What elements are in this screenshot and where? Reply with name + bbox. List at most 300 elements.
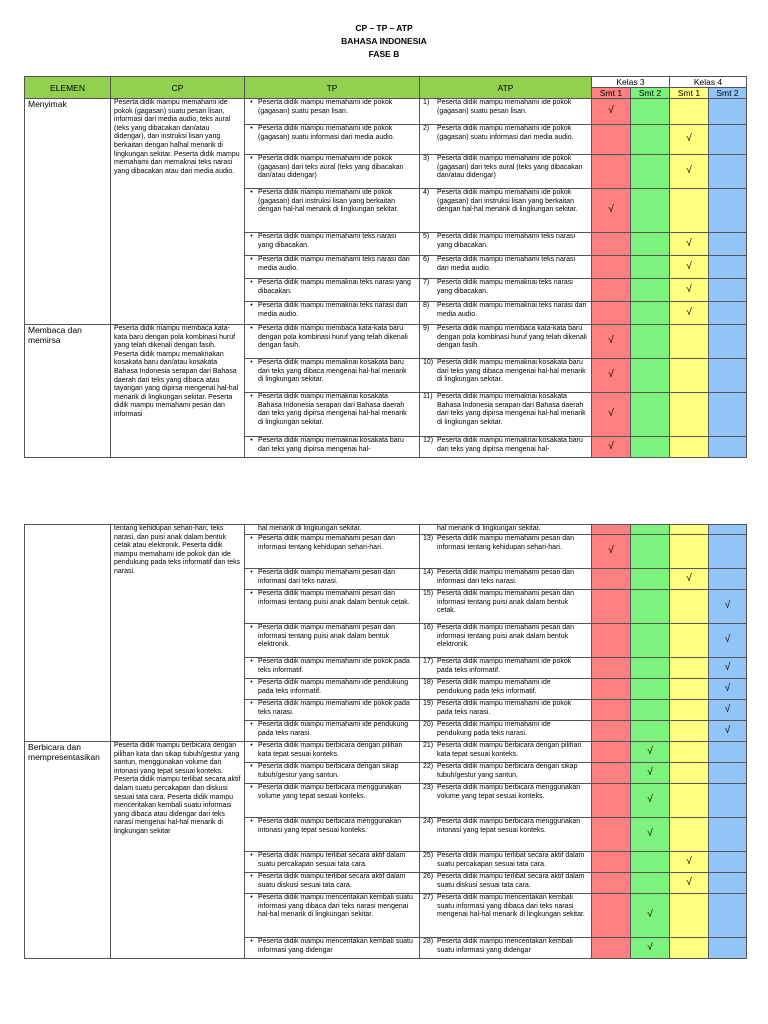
check-icon: √ [724,661,731,673]
atp-text: hal menarik di lingkungan sekitar. [437,525,541,532]
semester-cell [709,155,747,189]
cell-atp [420,256,592,279]
semester-cell [670,325,709,359]
atp-number: 16) [423,624,434,631]
check-icon: √ [686,237,692,249]
semester-cell [631,535,670,569]
check-icon: √ [608,335,614,347]
cell-tp [245,894,420,938]
tp-text: Peserta didik mampu memahami ide pokok (gagasan) suatu pesan lisan. [258,99,393,115]
semester-cell [670,279,709,302]
header-kelas3-smt1: Smt 1 [592,88,631,99]
bullet-icon: • [250,256,253,263]
semester-cell [670,189,709,233]
tp-text: Peserta didik mampu memahami ide pokok pada teks informatif. [258,658,410,674]
atp-text: Peserta didik mampu berbicara menggunakan volume yang tepat sesuai konteks. [437,784,581,800]
semester-cell [670,359,709,393]
check-icon: √ [608,440,614,452]
tp-text: Peserta didik mampu memahami ide pokok (gagasan) dari teks aural (teks yang dibacakan dan/atau didengar) [258,155,404,180]
semester-cell [592,873,631,894]
semester-cell [592,233,631,256]
cell-atp [420,359,592,393]
check-icon: √ [608,408,614,420]
tp-text: hal menarik di lingkungan sekitar. [258,525,362,532]
semester-cell [709,679,747,700]
tp-text: Peserta didik mampu menceritakan kembali suatu informasi yang dibaca dari teks narasi mengenai hal-hal menarik di lingkungan sekitar. [258,894,413,919]
semester-cell [670,256,709,279]
cell-cp: Peserta didik mampu berbicara dengan pilihan kata dan sikap tubuh/gestur yang santun, menggunakan volume dan intonasi yang tepat sesuai konteks. Peserta didik mampu terlibat secara aktif dalam suatu percakapan dan diskusi sesuai tata cara. Peserta didik mampu menceritakan kembali suatu informasi yang dibaca atau didengar dari teks narasi mengenai hal-hal menarik di lingkungan sekitar [111,742,245,959]
semester-cell [631,763,670,784]
atp-number: 3) [423,155,430,162]
semester-cell [631,437,670,458]
header-atp: ATP [420,77,592,99]
atp-text: Peserta didik mampu memahami ide pokok (gagasan) dari instruksi lisan yang berkaitan dengan hal-hal menarik di lingkungan sekitar. [437,189,578,214]
semester-cell [709,99,747,125]
table-page-1 [24,76,747,458]
semester-cell [592,525,631,535]
atp-number: 27) [423,894,434,901]
atp-number: 26) [423,873,434,880]
atp-text: Peserta didik mampu terlibat secara aktif dalam suatu percakapan sesuai tata cara. [437,852,585,868]
semester-cell [670,938,709,959]
cell-tp [245,302,420,325]
semester-cell [592,894,631,938]
bullet-icon: • [250,437,253,444]
bullet-icon: • [250,679,253,686]
tp-text: Peserta didik mampu terlibat secara aktif dalam suatu percakapan sesuai tata cara. [258,852,406,868]
bullet-icon: • [250,763,253,770]
semester-cell [592,590,631,624]
atp-text: Peserta didik mampu memahami pesan dan informasi tentang kehidupan sehari-hari. [437,535,574,551]
check-icon: √ [647,745,653,757]
check-icon: √ [724,703,731,715]
semester-cell [670,679,709,700]
cell-atp [420,873,592,894]
cell-atp [420,437,592,458]
check-icon: √ [647,766,653,778]
semester-cell [670,721,709,742]
semester-cell [709,852,747,873]
bullet-icon: • [250,624,253,631]
check-icon: √ [608,545,614,557]
semester-cell [709,325,747,359]
atp-text: Peserta didik mampu memahami ide pokok pada teks narasi. [437,700,572,716]
semester-cell [709,233,747,256]
semester-cell [709,302,747,325]
semester-cell [592,818,631,852]
cell-tp [245,189,420,233]
cell-atp [420,624,592,658]
bullet-icon: • [250,873,253,880]
tp-text: Peserta didik mampu memaknai kosakata baru dari teks yang dipirsa mengenai hal- [258,437,404,453]
semester-cell [592,437,631,458]
cell-atp [420,679,592,700]
semester-cell [670,894,709,938]
cell-atp [420,852,592,873]
cell-tp [245,658,420,679]
semester-cell [709,256,747,279]
cell-tp [245,256,420,279]
cell-atp [420,279,592,302]
tp-text: Peserta didik mampu berbicara dengan sikap tubuh/gestur yang santun. [258,763,399,779]
atp-number: 13) [423,535,434,542]
atp-text: Peserta didik mampu memahami ide pendukung pada teks narasi. [437,721,551,737]
table-row [25,325,747,359]
cell-tp [245,938,420,959]
check-icon: √ [608,105,614,117]
tp-text: Peserta didik mampu memahami pesan dan informasi tentang kehidupan sehari-hari. [258,535,395,551]
atp-number: 14) [423,569,434,576]
semester-cell [631,125,670,155]
check-icon: √ [686,855,692,867]
cell-atp [420,658,592,679]
atp-number: 24) [423,818,434,825]
atp-number: 23) [423,784,434,791]
semester-cell [709,894,747,938]
atp-text: Peserta didik mampu memaknai kosakata baru dari teks yang dipirsa mengenai hal- [437,437,583,453]
table-row [25,525,747,535]
cell-tp [245,700,420,721]
bullet-icon: • [250,894,253,901]
cell-cp: Peserta didik mampu membaca kata-kata baru dengan pola kombinasi huruf yang telah dikenali dengan fasih. Peserta didik mampu memaknakan kosakata baru dan/atau kosakata Bahasa Indonesia serapan dari Bahasa daerah dari teks yang dibaca atau tayangan yang dipirsa mengenai hal-hal menarik di lingkungan sekitar. Peserta didik mampu memahami pesan dan informasi [111,325,245,458]
tp-text: Peserta didik mampu memaknai kosakata Bahasa Indonesia serapan dari Bahasa daerah dari teks yang dipirsa mengenai hal-hal menarik di lingkungan sekitar. [258,393,407,426]
tp-text: Peserta didik mampu memahami ide pendukung pada teks informatif. [258,679,409,695]
bullet-icon: • [250,359,253,366]
header-cp: CP [111,77,245,99]
semester-cell [670,763,709,784]
bullet-icon: • [250,325,253,332]
semester-cell [631,938,670,959]
atp-number: 28) [423,938,434,945]
atp-text: Peserta didik mampu memaknai kosakata Bahasa Indonesia serapan dari Bahasa daerah dari teks yang dipirsa mengenai hal-hal menarik di lingkungan sekitar. [437,393,586,426]
atp-text: Peserta didik mampu memahami pesan dan informasi tentang puisi anak dalam bentuk cetak. [437,590,574,615]
semester-cell [592,658,631,679]
header-kelas4-smt1: Smt 1 [670,88,709,99]
semester-cell [670,125,709,155]
semester-cell [670,784,709,818]
header-kelas4-smt2: Smt 2 [709,88,747,99]
atp-number: 17) [423,658,434,665]
semester-cell [709,590,747,624]
semester-cell [592,393,631,437]
bullet-icon: • [250,393,253,400]
semester-cell [592,938,631,959]
doc-title-line1: CP – TP – ATP [355,23,413,33]
bullet-icon: • [250,938,253,945]
semester-cell [709,525,747,535]
check-icon: √ [724,682,731,694]
cell-cp: tentang kehidupan sehari-hari, teks narasi, dan puisi anak dalam bentuk cetak atau elektronik. Peserta didik mampu memahami ide pokok dan ide pendukung pada teks informatif dan teks narasi. [111,525,245,742]
semester-cell [631,256,670,279]
semester-cell [631,658,670,679]
cell-atp [420,569,592,590]
atp-number: 8) [423,302,430,309]
semester-cell [592,325,631,359]
check-icon: √ [686,572,692,584]
semester-cell [631,624,670,658]
semester-cell [670,393,709,437]
cell-atp [420,763,592,784]
cell-atp [420,894,592,938]
semester-cell [670,569,709,590]
cell-tp [245,679,420,700]
semester-cell [631,818,670,852]
check-icon: √ [647,794,653,806]
semester-cell [709,658,747,679]
cell-tp [245,393,420,437]
semester-cell [670,700,709,721]
semester-cell [709,624,747,658]
semester-cell [709,393,747,437]
semester-cell [670,99,709,125]
semester-cell [709,359,747,393]
atp-text: Peserta didik mampu berbicara menggunakan intonasi yang tepat sesuai konteks. [437,818,581,834]
bullet-icon: • [250,818,253,825]
semester-cell [709,938,747,959]
cell-tp [245,873,420,894]
check-icon: √ [686,306,692,318]
tp-text: Peserta didik mampu memahami pesan dan informasi dari teks narasi. [258,569,395,585]
cell-elemen: Berbicara dan mempresentasikan [25,742,111,959]
atp-text: Peserta didik mampu memahami pesan dan informasi dari teks narasi. [437,569,574,585]
check-icon: √ [724,600,731,612]
semester-cell [631,99,670,125]
atp-number: 7) [423,279,430,286]
bullet-icon: • [250,590,253,597]
semester-cell [631,784,670,818]
semester-cell [592,256,631,279]
semester-cell [592,763,631,784]
semester-cell [592,535,631,569]
atp-number: 10) [423,359,434,366]
cell-atp [420,938,592,959]
check-icon: √ [686,133,692,145]
semester-cell [709,763,747,784]
bullet-icon: • [250,99,253,106]
cell-elemen: Menyimak [25,99,111,325]
cell-tp [245,125,420,155]
cell-tp [245,233,420,256]
semester-cell [631,325,670,359]
table-row [25,742,747,763]
semester-cell [631,721,670,742]
semester-cell [709,569,747,590]
semester-cell [670,658,709,679]
semester-cell [670,525,709,535]
semester-cell [631,233,670,256]
header-elemen: ELEMEN [25,77,111,99]
bullet-icon: • [250,302,253,309]
bullet-icon: • [250,233,253,240]
semester-cell [592,742,631,763]
semester-cell [592,624,631,658]
bullet-icon: • [250,784,253,791]
cell-cp: Peserta didik mampu memahami ide pokok (gagasan) suatu pesan lisan, informasi dari media audio, teks aural (teks yang dibacakan dan/atau didengar), dan instruksi lisan yang berkaitan dengan halhal menarik di lingkungan sekitar. Peserta didik mampu memahami dan memaknai teks narasi yang dibacakan atau dari media audio. [111,99,245,325]
semester-cell [592,189,631,233]
cell-tp [245,852,420,873]
atp-text: Peserta didik mampu memaknai teks narasi yang dibacakan. [437,279,573,295]
atp-number: 11) [423,393,433,400]
semester-cell [592,155,631,189]
semester-cell [631,359,670,393]
tp-text: Peserta didik mampu memahami ide pokok pada teks narasi. [258,700,410,716]
semester-cell [631,393,670,437]
semester-cell [631,894,670,938]
atp-number: 6) [423,256,430,263]
tp-text: Peserta didik mampu memahami pesan dan informasi tentang puisi anak dalam bentuk cetak. [258,590,410,606]
table-page-2 [24,524,747,959]
tp-text: Peserta didik mampu memahami ide pokok (gagasan) dari instruksi lisan yang berkaitan dengan hal-hal menarik di lingkungan sekitar. [258,189,399,214]
cell-tp [245,590,420,624]
check-icon: √ [647,828,653,840]
tp-text: Peserta didik mampu berbicara menggunakan intonasi yang tepat sesuai konteks. [258,818,402,834]
atp-text: Peserta didik mampu memahami teks narasi dari media audio. [437,256,576,272]
semester-cell [592,679,631,700]
semester-cell [709,742,747,763]
check-icon: √ [647,909,653,921]
cell-tp [245,818,420,852]
cell-atp [420,742,592,763]
tp-text: Peserta didik mampu memahami ide pokok (gagasan) suatu informasi dari media audio. [258,125,395,141]
cell-atp [420,525,592,535]
cell-tp [245,569,420,590]
semester-cell [670,624,709,658]
cell-tp [245,437,420,458]
semester-cell [592,359,631,393]
semester-cell [670,873,709,894]
doc-title-line3: FASE B [368,49,400,59]
cell-atp [420,325,592,359]
bullet-icon: • [250,189,253,196]
cell-tp [245,155,420,189]
atp-text: Peserta didik mampu terlibat secara aktif dalam suatu diskusi sesuai tata cara. [437,873,585,889]
semester-cell [709,784,747,818]
cell-tp [245,784,420,818]
bullet-icon: • [250,535,253,542]
semester-cell [631,852,670,873]
tp-text: Peserta didik mampu memahami teks narasi yang dibacakan. [258,233,397,249]
atp-number: 4) [423,189,430,196]
cell-tp [245,279,420,302]
semester-cell [592,852,631,873]
tp-text: Peserta didik mampu memaknai teks narasi dari media audio. [258,302,408,318]
bullet-icon: • [250,742,253,749]
atp-text: Peserta didik mampu memahami ide pokok pada teks informatif. [437,658,572,674]
semester-cell [592,700,631,721]
tp-text: Peserta didik mampu memaknai kosakata baru dari teks yang dibaca mengenai hal-hal menarik di lingkungan sekitar. [258,359,407,384]
atp-number: 15) [423,590,434,597]
cell-tp [245,525,420,535]
check-icon: √ [724,634,731,646]
cell-atp [420,302,592,325]
semester-cell [631,525,670,535]
atp-text: Peserta didik mampu memahami ide pendukung pada teks informatif. [437,679,551,695]
semester-cell [670,233,709,256]
cell-atp [420,784,592,818]
cell-tp [245,624,420,658]
atp-number: 12) [423,437,434,444]
check-icon: √ [647,941,653,953]
tp-text: Peserta didik mampu terlibat secara aktif dalam suatu diskusi sesuai tata cara. [258,873,406,889]
semester-cell [631,302,670,325]
bullet-icon: • [250,852,253,859]
semester-cell [709,873,747,894]
atp-text: Peserta didik mampu memahami ide pokok (gagasan) dari teks aural (teks yang dibacakan dan/atau didengar) [437,155,583,180]
semester-cell [592,125,631,155]
cell-tp [245,535,420,569]
semester-cell [709,125,747,155]
atp-text: Peserta didik mampu menceritakan kembali suatu informasi yang didengar [437,938,573,954]
semester-cell [670,818,709,852]
check-icon: √ [686,876,692,888]
tp-text: Peserta didik mampu memahami ide pendukung pada teks narasi. [258,721,409,737]
check-icon: √ [686,165,692,177]
semester-cell [592,721,631,742]
semester-cell [592,569,631,590]
semester-cell [670,742,709,763]
semester-cell [670,437,709,458]
semester-cell [670,535,709,569]
semester-cell [709,721,747,742]
semester-cell [592,302,631,325]
atp-text: Peserta didik mampu menceritakan kembali suatu informasi yang dibaca dari teks narasi mengenai hal-hal menarik di lingkungan sekitar. [437,894,585,919]
bullet-icon: • [250,155,253,162]
bullet-icon: • [250,125,253,132]
semester-cell [709,700,747,721]
semester-cell [631,700,670,721]
semester-cell [631,279,670,302]
tp-text: Peserta didik mampu menceritakan kembali suatu informasi yang didengar [258,938,413,954]
tp-text: Peserta didik mampu memaknai teks narasi yang dibacakan. [258,279,411,295]
atp-number: 25) [423,852,434,859]
cell-tp [245,763,420,784]
check-icon: √ [724,724,731,736]
check-icon: √ [686,283,692,295]
semester-cell [631,742,670,763]
atp-number: 1) [423,99,430,106]
atp-text: Peserta didik mampu memaknai teks narasi dari media audio. [437,302,587,318]
semester-cell [709,535,747,569]
atp-number: 9) [423,325,430,332]
cell-atp [420,393,592,437]
semester-cell [631,873,670,894]
bullet-icon: • [250,700,253,707]
cell-tp [245,721,420,742]
atp-text: Peserta didik mampu berbicara dengan pilihan kata tepat sesuai konteks. [437,742,582,758]
tp-text: Peserta didik mampu berbicara menggunakan volume yang tepat sesuai konteks. [258,784,402,800]
bullet-icon: • [250,569,253,576]
semester-cell [592,279,631,302]
doc-title-line2: BAHASA INDONESIA [341,36,427,46]
atp-text: Peserta didik mampu berbicara dengan sikap tubuh/gestur yang santun. [437,763,578,779]
cell-atp [420,721,592,742]
tp-text: Peserta didik mampu berbicara dengan pilihan kata tepat sesuai konteks. [258,742,403,758]
cell-tp [245,359,420,393]
semester-cell [631,155,670,189]
semester-cell [592,784,631,818]
header-kelas3-smt2: Smt 2 [631,88,670,99]
cell-tp [245,99,420,125]
cell-atp [420,700,592,721]
header-kelas-4: Kelas 4 [670,77,747,88]
semester-cell [631,569,670,590]
semester-cell [631,189,670,233]
cell-atp [420,818,592,852]
semester-cell [592,99,631,125]
semester-cell [670,302,709,325]
cell-atp [420,189,592,233]
table-row [25,99,747,125]
